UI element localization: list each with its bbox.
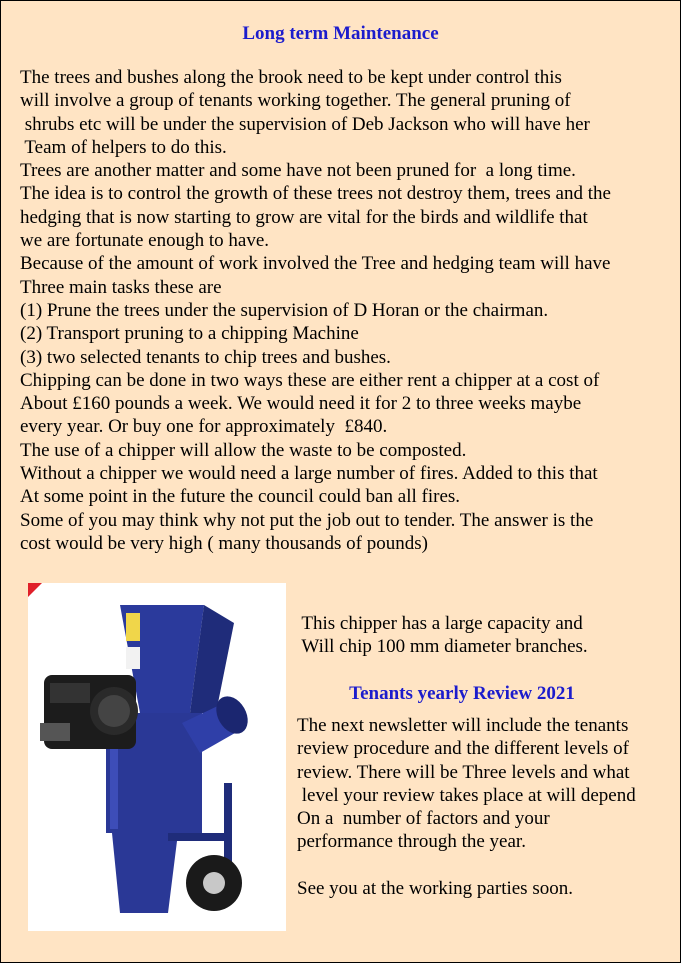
text-line: Because of the amount of work involved the Tree and hedging team will have bbox=[20, 253, 611, 275]
text-line: At some point in the future the council could ban all fires. bbox=[20, 486, 461, 508]
text-line: (2) Transport pruning to a chipping Machine bbox=[20, 323, 359, 345]
text-line: About £160 pounds a week. We would need it for 2 to three weeks maybe bbox=[20, 393, 582, 415]
text-line: we are fortunate enough to have. bbox=[20, 230, 270, 252]
text-line: Without a chipper we would need a large number of fires. Added to this that bbox=[20, 463, 598, 485]
text-line: The use of a chipper will allow the waste to be composted. bbox=[20, 439, 467, 461]
text-line: review. There will be Three levels and what bbox=[297, 761, 630, 783]
text-line: (1) Prune the trees under the supervision of D Horan or the chairman. bbox=[20, 299, 549, 321]
text-line bbox=[297, 854, 677, 877]
wood-chipper-illustration bbox=[28, 583, 286, 931]
page-title: Long term Maintenance bbox=[242, 23, 439, 44]
section-subtitle: Tenants yearly Review 2021 bbox=[349, 683, 575, 704]
text-line: performance through the year. bbox=[297, 831, 526, 853]
text-line: (3) two selected tenants to chip trees and bushes. bbox=[20, 346, 391, 368]
text-line: level your review takes place at will depend bbox=[297, 784, 636, 806]
text-line: shrubs etc will be under the supervision of Deb Jackson who will have her bbox=[20, 113, 590, 135]
text-line: Chipping can be done in two ways these are either rent a chipper at a cost of bbox=[20, 369, 600, 391]
text-line: See you at the working parties soon. bbox=[297, 878, 573, 900]
text-line: The next newsletter will include the tenants bbox=[297, 715, 629, 736]
text-line: cost would be very high ( many thousands of pounds) bbox=[20, 532, 428, 554]
wood-chipper-photo bbox=[28, 583, 286, 931]
text-line: review procedure and the different levels of bbox=[297, 738, 629, 760]
text-line: Team of helpers to do this. bbox=[20, 136, 227, 158]
chipper-caption bbox=[297, 612, 677, 659]
text-line: Trees are another matter and some have not been pruned for a long time. bbox=[20, 160, 576, 182]
text-line: will involve a group of tenants working together. The general pruning of bbox=[20, 90, 571, 112]
caption-line: This chipper has a large capacity and bbox=[297, 613, 583, 634]
review-paragraph bbox=[297, 714, 677, 900]
maintenance-paragraph bbox=[20, 66, 680, 555]
caption-line: Will chip 100 mm diameter branches. bbox=[297, 636, 588, 658]
text-line: hedging that is now starting to grow are vital for the birds and wildlife that bbox=[20, 206, 588, 228]
text-line: The trees and bushes along the brook need to be kept under control this bbox=[20, 67, 562, 88]
text-line: Some of you may think why not put the job out to tender. The answer is the bbox=[20, 509, 594, 531]
text-line: On a number of factors and your bbox=[297, 808, 550, 830]
text-line: The idea is to control the growth of these trees not destroy them, trees and the bbox=[20, 183, 611, 205]
text-line: Three main tasks these are bbox=[20, 276, 222, 298]
text-line: every year. Or buy one for approximately £840. bbox=[20, 416, 388, 438]
